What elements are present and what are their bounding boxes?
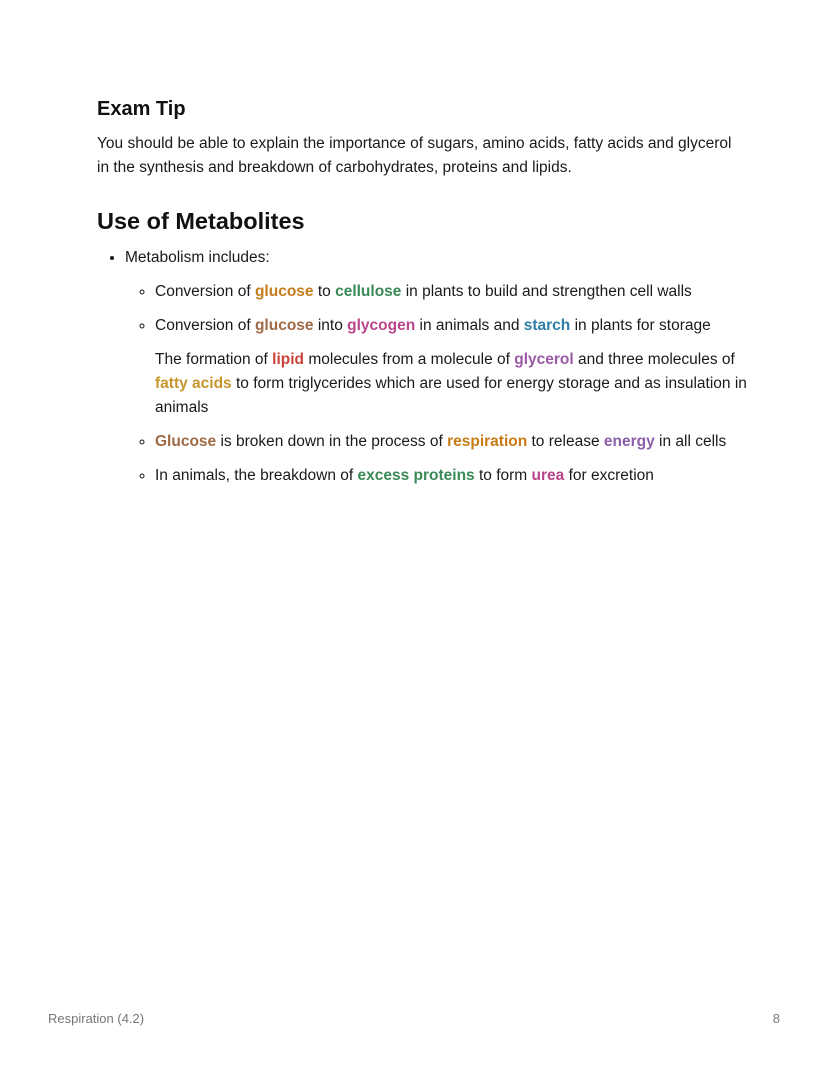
- keyword-excess-proteins: excess proteins: [357, 467, 475, 484]
- keyword-respiration: respiration: [447, 433, 528, 450]
- keyword-fatty-acids: fatty acids: [155, 375, 232, 392]
- keyword-lipid: lipid: [272, 351, 305, 368]
- metabolism-list: [97, 246, 747, 488]
- item-text: into: [313, 317, 348, 334]
- keyword-glycogen: glycogen: [347, 317, 416, 334]
- page-content: [97, 94, 747, 498]
- section-title: Use of Metabolites: [97, 208, 305, 234]
- item-text: in plants for storage: [570, 317, 711, 334]
- item-text: to release: [527, 433, 604, 450]
- para-text: to form triglycerides which are used for energy storage and as insulation in animals: [155, 375, 747, 416]
- keyword-cellulose: cellulose: [335, 283, 402, 300]
- keyword-urea: urea: [531, 467, 565, 484]
- para-text: and three molecules of: [573, 351, 735, 368]
- keyword-starch: starch: [523, 317, 571, 334]
- item-text: for excretion: [564, 467, 654, 484]
- item-text: in animals and: [415, 317, 524, 334]
- para-text: molecules from a molecule of: [304, 351, 515, 368]
- list-item: [125, 246, 747, 488]
- metabolism-sublist-2: [125, 430, 747, 488]
- item-text: in all cells: [654, 433, 727, 450]
- footer-chapter: Respiration (4.2): [48, 1011, 145, 1026]
- keyword-glucose: glucose: [254, 317, 314, 334]
- item-text: is broken down in the process of: [216, 433, 448, 450]
- metabolism-intro: Metabolism includes:: [125, 249, 270, 266]
- list-item-cellulose: [155, 280, 747, 304]
- lipid-paragraph: [155, 348, 747, 420]
- item-text: Conversion of: [155, 317, 255, 334]
- page-number: 8: [772, 1011, 780, 1026]
- exam-tip-text: You should be able to explain the importance of sugars, amino acids, fatty acids and glycerol in the synthesis and breakdown of carbohydrates, proteins and lipids.: [97, 135, 732, 176]
- item-text: Conversion of: [155, 283, 255, 300]
- list-item-respiration: [155, 430, 747, 454]
- list-item-storage: [155, 314, 747, 338]
- item-text: In animals, the breakdown of: [155, 467, 358, 484]
- keyword-glycerol: glycerol: [514, 351, 574, 368]
- item-text: to: [313, 283, 336, 300]
- list-item-urea: [155, 464, 747, 488]
- metabolism-sublist: [125, 280, 747, 338]
- keyword-energy: energy: [603, 433, 655, 450]
- keyword-glucose: glucose: [254, 283, 314, 300]
- item-text: to form: [474, 467, 532, 484]
- item-text: in plants to build and strengthen cell walls: [401, 283, 692, 300]
- exam-tip-title: Exam Tip: [97, 98, 186, 120]
- para-text: The formation of: [155, 351, 273, 368]
- keyword-glucose: Glucose: [155, 433, 217, 450]
